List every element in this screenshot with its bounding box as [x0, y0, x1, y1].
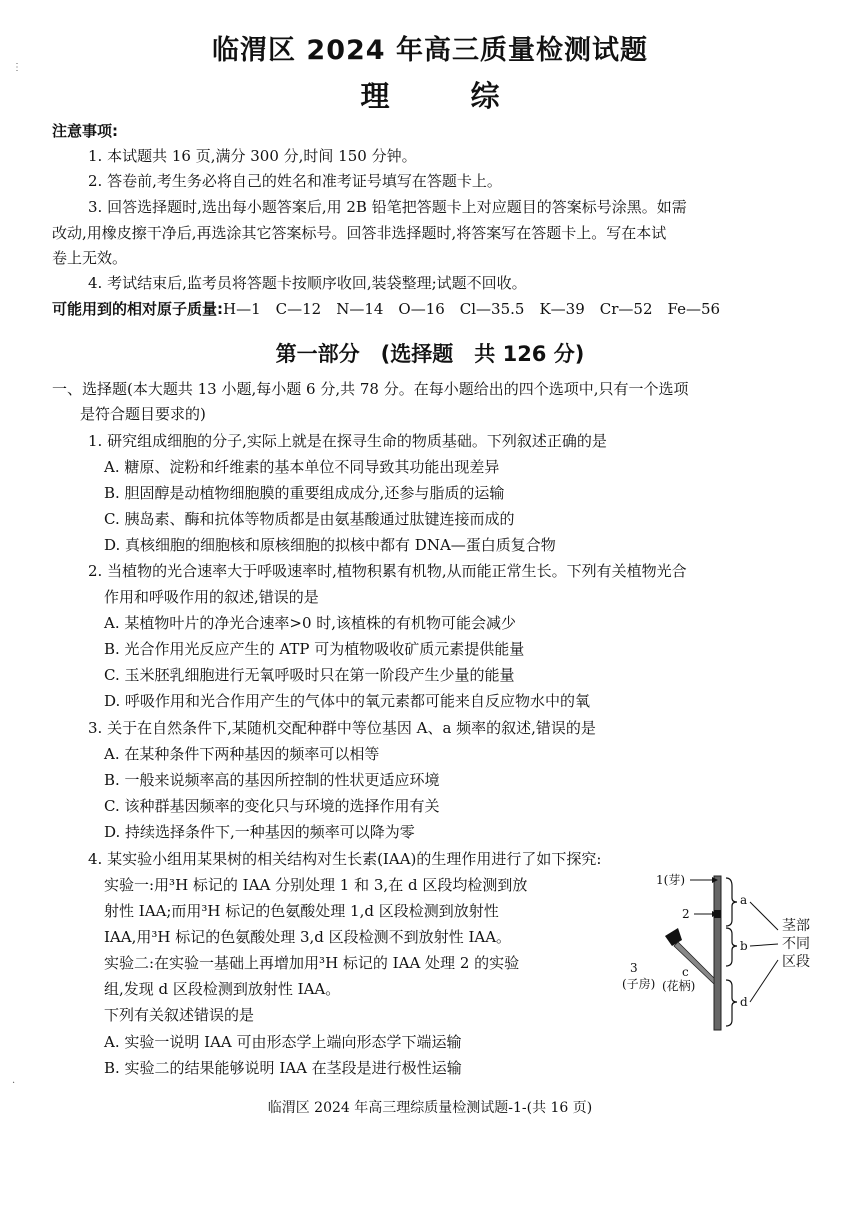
side-label-line-3: 区段: [782, 954, 810, 970]
label-1-bud: 1(芽): [656, 873, 685, 887]
note-item: 1. 本试题共 16 页,满分 300 分,时间 150 分钟。: [88, 147, 417, 165]
question-4-experiment: 组,发现 d 区段检测到放射性 IAA。: [104, 980, 341, 998]
notes-heading: 注意事项:: [52, 122, 118, 140]
brace-a: [726, 878, 737, 926]
note-item: 改动,用橡皮擦干净后,再选涂其它答案标号。回答非选择题时,将答案写在答题卡上。写在本试: [52, 224, 667, 242]
brace-d: [726, 980, 737, 1026]
atomic-mass-line: [52, 298, 720, 320]
brace-b: [726, 928, 737, 966]
note-item: 2. 答卷前,考生务必将自己的姓名和准考证号填写在答题卡上。: [88, 172, 502, 190]
section-title: 第一部分 (选择题 共 126 分): [275, 342, 585, 366]
question-3-stem: 3. 关于在自然条件下,某随机交配种群中等位基因 A、a 频率的叙述,错误的是: [88, 719, 596, 737]
label-d: d: [740, 995, 748, 1009]
question-3-option-a: A. 在某种条件下两种基因的频率可以相等: [104, 745, 380, 763]
question-1-option-b: B. 胆固醇是动植物细胞膜的重要组成成分,还参与脂质的运输: [104, 484, 505, 502]
pointer-a: [750, 902, 778, 930]
atomic-mass-values: H—1 C—12 N—14 O—16 Cl—35.5 K—39 Cr—52 Fe—56: [223, 300, 721, 318]
section-intro: 一、选择题(本大题共 13 小题,每小题 6 分,共 78 分。在每小题给出的四个选项中,只有一个选项: [52, 380, 689, 398]
label-c: c: [682, 965, 689, 979]
label-ovary: (子房): [622, 977, 656, 991]
label-a: a: [740, 893, 748, 907]
side-label-line-1: 茎部: [782, 918, 810, 934]
question-2-option-a: A. 某植物叶片的净光合速率>0 时,该植株的有机物可能会减少: [104, 614, 517, 632]
question-4-experiment: IAA,用³H 标记的色氨酸处理 3,d 区段检测不到放射性 IAA。: [104, 928, 512, 946]
question-3-option-d: D. 持续选择条件下,一种基因的频率可以降为零: [104, 823, 415, 841]
pointer-d: [750, 960, 778, 1002]
question-1-option-c: C. 胰岛素、酶和抗体等物质都是由氨基酸通过肽键连接而成的: [104, 510, 515, 528]
question-4-experiment: 实验二:在实验一基础上再增加用³H 标记的 IAA 处理 2 的实验: [104, 954, 520, 972]
question-2-stem: 2. 当植物的光合速率大于呼吸速率时,植物积累有机物,从而能正常生长。下列有关植物光合: [88, 562, 687, 580]
question-1-option-d: D. 真核细胞的细胞核和原核细胞的拟核中都有 DNA—蛋白质复合物: [104, 536, 556, 554]
page-footer: 临渭区 2024 年高三理综质量检测试题-1-(共 16 页): [267, 1100, 593, 1116]
stem-segment-diagram: [620, 868, 850, 1038]
scan-mark: ·: [12, 1078, 16, 1089]
note-item: 卷上无效。: [52, 249, 128, 267]
side-label-line-2: 不同: [782, 936, 810, 952]
question-4-option-a: A. 实验一说明 IAA 可由形态学上端向形态学下端运输: [104, 1033, 462, 1051]
label-2: 2: [682, 907, 690, 921]
pedicel-shape: [674, 942, 714, 984]
exam-subject: 理 综: [360, 79, 526, 113]
question-1-stem: 1. 研究组成细胞的分子,实际上就是在探寻生命的物质基础。下列叙述正确的是: [88, 432, 607, 450]
question-3-option-b: B. 一般来说频率高的基因所控制的性状更适应环境: [104, 771, 440, 789]
question-2-stem: 作用和呼吸作用的叙述,错误的是: [104, 588, 319, 606]
stem-bar: [714, 876, 721, 1030]
question-4-stem: 4. 某实验小组用某果树的相关结构对生长素(IAA)的生理作用进行了如下探究:: [88, 850, 602, 868]
label-b: b: [740, 939, 748, 953]
exam-title: 临渭区 2024 年高三质量检测试题: [212, 35, 648, 66]
question-4-option-b: B. 实验二的结果能够说明 IAA 在茎段是进行极性运输: [104, 1059, 462, 1077]
question-2-option-b: B. 光合作用光反应产生的 ATP 可为植物吸收矿质元素提供能量: [104, 640, 525, 658]
note-item: 3. 回答选择题时,选出每小题答案后,用 2B 铅笔把答题卡上对应题目的答案标号涂黑。如需: [88, 198, 687, 216]
question-4-experiment: 实验一:用³H 标记的 IAA 分别处理 1 和 3,在 d 区段均检测到放: [104, 876, 528, 894]
atomic-mass-label: 可能用到的相对原子质量:: [52, 300, 223, 318]
question-4-experiment: 射性 IAA;而用³H 标记的色氨酸处理 1,d 区段检测到放射性: [104, 902, 499, 920]
question-1-option-a: A. 糖原、淀粉和纤维素的基本单位不同导致其功能出现差异: [104, 458, 500, 476]
section-intro: 是符合题目要求的): [80, 405, 206, 423]
question-4-prompt: 下列有关叙述错误的是: [104, 1006, 255, 1024]
label-3: 3: [630, 961, 638, 975]
label-pedicel: (花柄): [662, 979, 696, 993]
pointer-b: [750, 944, 778, 946]
question-2-option-c: C. 玉米胚乳细胞进行无氧呼吸时只在第一阶段产生少量的能量: [104, 666, 515, 684]
question-2-option-d: D. 呼吸作用和光合作用产生的气体中的氧元素都可能来自反应物水中的氧: [104, 692, 591, 710]
note-item: 4. 考试结束后,监考员将答题卡按顺序收回,装袋整理;试题不回收。: [88, 274, 527, 292]
question-3-option-c: C. 该种群基因频率的变化只与环境的选择作用有关: [104, 797, 440, 815]
scan-mark: ⋮: [12, 62, 22, 73]
